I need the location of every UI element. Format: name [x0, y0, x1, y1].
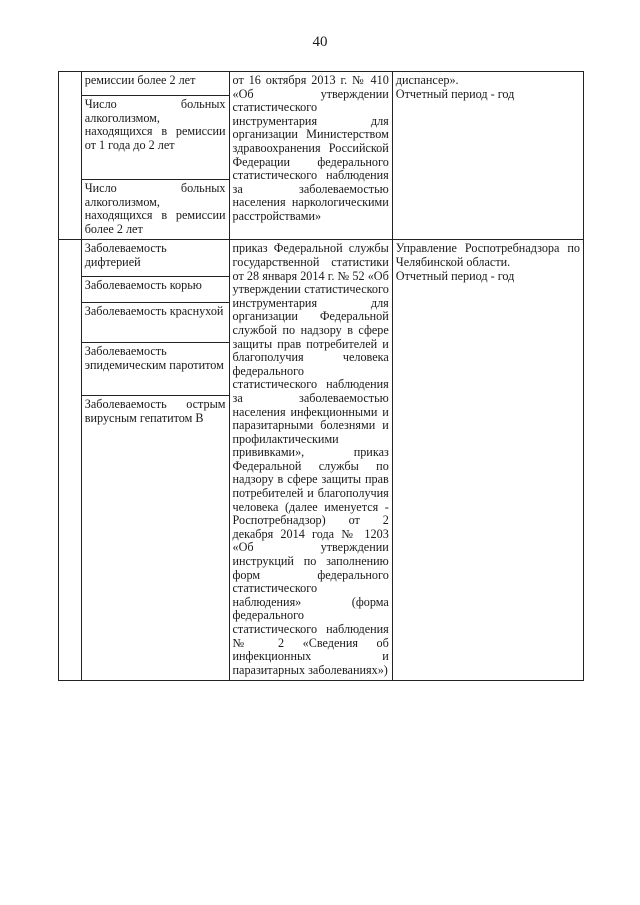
page-number: 40: [312, 34, 328, 50]
data-source-cell: [392, 72, 583, 240]
indicator-item: Заболеваемость острым вирусным гепатитом В: [82, 396, 229, 429]
indicators-table: [58, 71, 584, 681]
indicator-item: Заболеваемость эпидемическим паротитом: [82, 343, 229, 396]
indicator-item: Заболеваемость дифтерией: [84, 241, 167, 269]
table-row-section-1: [59, 72, 584, 240]
indicator-cell: [81, 240, 229, 681]
indicator-item: ремиссии более 2 лет: [84, 73, 196, 87]
indicator-cell: [81, 72, 229, 240]
source-line: Управление Роспотребнадзора по Челябинской области.: [395, 241, 580, 269]
indicator-list: [82, 72, 229, 239]
reporting-period: Отчетный период - год: [395, 268, 515, 283]
regulatory-document-cell: от 16 октября 2013 г. № 410 «Об утверждении статистического инструментария для организации Министерством здравоохранения Российской Федерации федерального статистического наблюдения за заболеваемостью населения наркологическими расстройствами»: [229, 72, 392, 240]
indicator-item: Число больных алкоголизмом, находящихся в ремиссии от 1 года до 2 лет: [82, 96, 229, 180]
indicator-item: Заболеваемость краснухой: [82, 303, 229, 343]
indicator-item: Заболеваемость корью: [82, 277, 229, 303]
row-number-cell: [59, 240, 82, 681]
table-row-section-2: [59, 240, 584, 681]
indicator-item: Число больных алкоголизмом, находящихся в ремиссии более 2 лет: [82, 180, 229, 240]
indicator-list: [82, 240, 229, 428]
data-source-cell: [392, 240, 583, 681]
regulatory-document-cell: приказ Федеральной службы государственной статистики от 28 января 2014 г. № 52 «Об утверждении статистического инструментария для организации Федеральной службой по надзору в сфере защиты прав потребителей и благополучия человека федерального статистического наблюдения за заболеваемостью населения инфекционными и паразитарными болезнями и профилактическими прививками», приказ Федеральной службы по надзору в сфере защиты прав потребителей и благополучия человека (далее именуется - Роспотребнадзор) от 2 декабря 2014 года № 1203 «Об утверждении инструкций по заполнению форм федерального статистического наблюдения» (форма федерального статистического наблюдения № 2 «Сведения об инфекционных и паразитарных заболеваниях»): [229, 240, 392, 681]
source-line: диспансер».: [395, 73, 459, 87]
row-number-cell: [59, 72, 82, 240]
reporting-period: Отчетный период - год: [395, 86, 515, 101]
